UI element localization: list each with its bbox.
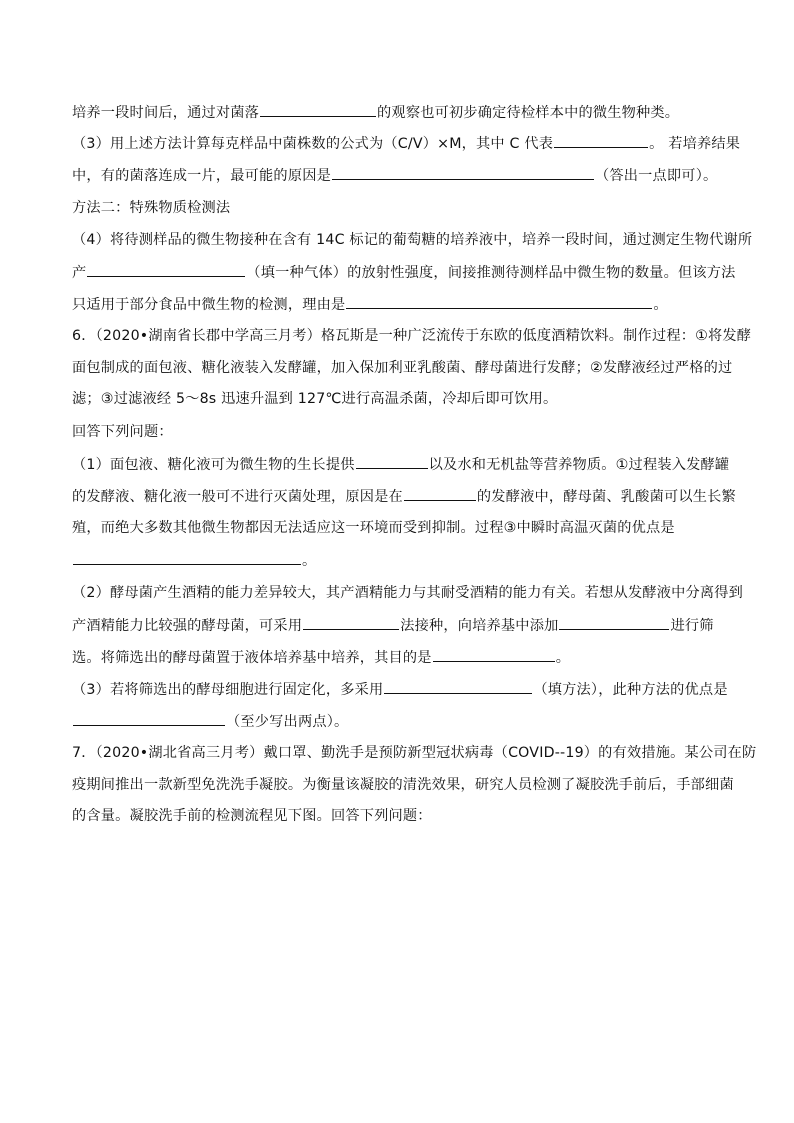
answer-blank[interactable] [346, 294, 652, 309]
text-line: （2）酵母菌产生酒精的能力差异较大，其产酒精能力与其耐受酒精的能力有关。若想从发酵液中分离得到 [72, 585, 744, 601]
answer-blank[interactable] [260, 102, 376, 117]
answer-blank[interactable] [433, 647, 555, 662]
text-line: （3）若将筛选出的酵母细胞进行固定化，多采用 （填方法），此种方法的优点是 [72, 679, 724, 700]
answer-blank[interactable] [87, 262, 245, 277]
text-line: 殖，而绝大多数其他微生物都因无法适应这一环境而受到抑制。过程③中瞬时高温灭菌的优点是 [72, 520, 675, 536]
text-line: 面包制成的面包液、糖化液装入发酵罐，加入保加利亚乳酸菌、酵母菌进行发酵；②发酵液经过严格的过 [72, 360, 733, 376]
answer-blank[interactable] [73, 550, 301, 565]
text-line: 的含量。凝胶洗手前的检测流程见下图。回答下列问题： [72, 808, 432, 824]
text-line: 滤；③过滤液经 5～8s 迅速升温到 127℃进行高温杀菌，冷却后即可饮用。 [72, 391, 558, 407]
answer-blank[interactable] [356, 454, 428, 469]
text-line: 只适用于部分食品中微生物的检测，理由是 。 [72, 294, 724, 315]
answer-blank[interactable] [559, 615, 669, 630]
text-line: 的发酵液、糖化液一般可不进行灭菌处理，原因是在 的发酵液中，酵母菌、乳酸菌可以生长繁 [72, 486, 724, 507]
text-line: 培养一段时间后，通过对菌落 的观察也可初步确定待检样本中的微生物种类。 [72, 102, 724, 123]
question-7-line: 7．（2020•湖北省高三月考）戴口罩、勤洗手是预防新型冠状病毒（COVID--19）的有效措施。某公司在防 [72, 745, 757, 761]
answer-blank[interactable] [332, 165, 594, 180]
text-line: （至少写出两点）。 [72, 711, 724, 732]
text-line: （1）面包液、糖化液可为微生物的生长提供 以及水和无机盐等营养物质。①过程装入发酵罐 [72, 454, 724, 475]
answer-blank[interactable] [404, 486, 476, 501]
text-line: 产 （填一种气体）的放射性强度，间接推测待测样品中微生物的数量。但该方法 [72, 262, 724, 283]
text-line: 。 [72, 550, 724, 571]
question-6-line: 6．（2020•湖南省长郡中学高三月考）格瓦斯是一种广泛流传于东欧的低度酒精饮料。制作过程：①将发酵 [72, 328, 752, 344]
answer-blank[interactable] [384, 679, 532, 694]
text-line: 选。将筛选出的酵母菌置于液体培养基中培养，其目的是 。 [72, 647, 724, 668]
answer-blank[interactable] [554, 133, 648, 148]
answer-blank[interactable] [303, 615, 399, 630]
answer-blank[interactable] [73, 711, 225, 726]
text-line: 疫期间推出一款新型免洗洗手凝胶。为衡量该凝胶的清洗效果，研究人员检测了凝胶洗手前后，手部细菌 [72, 777, 734, 793]
text-line: （4）将待测样品的微生物接种在含有 14C 标记的葡萄糖的培养液中，培养一段时间，通过测定生物代谢所 [72, 232, 753, 248]
text-line: 中，有的菌落连成一片，最可能的原因是 （答出一点即可）。 [72, 165, 724, 186]
text-line: 产酒精能力比较强的酵母菌，可采用 法接种，向培养基中添加 进行筛 [72, 615, 724, 636]
section-heading: 方法二：特殊物质检测法 [72, 200, 231, 216]
text-line: 回答下列问题： [72, 424, 173, 440]
text-line: （3）用上述方法计算每克样品中菌株数的公式为（C/V）×M，其中 C 代表 。 若培养结果 [72, 133, 724, 154]
